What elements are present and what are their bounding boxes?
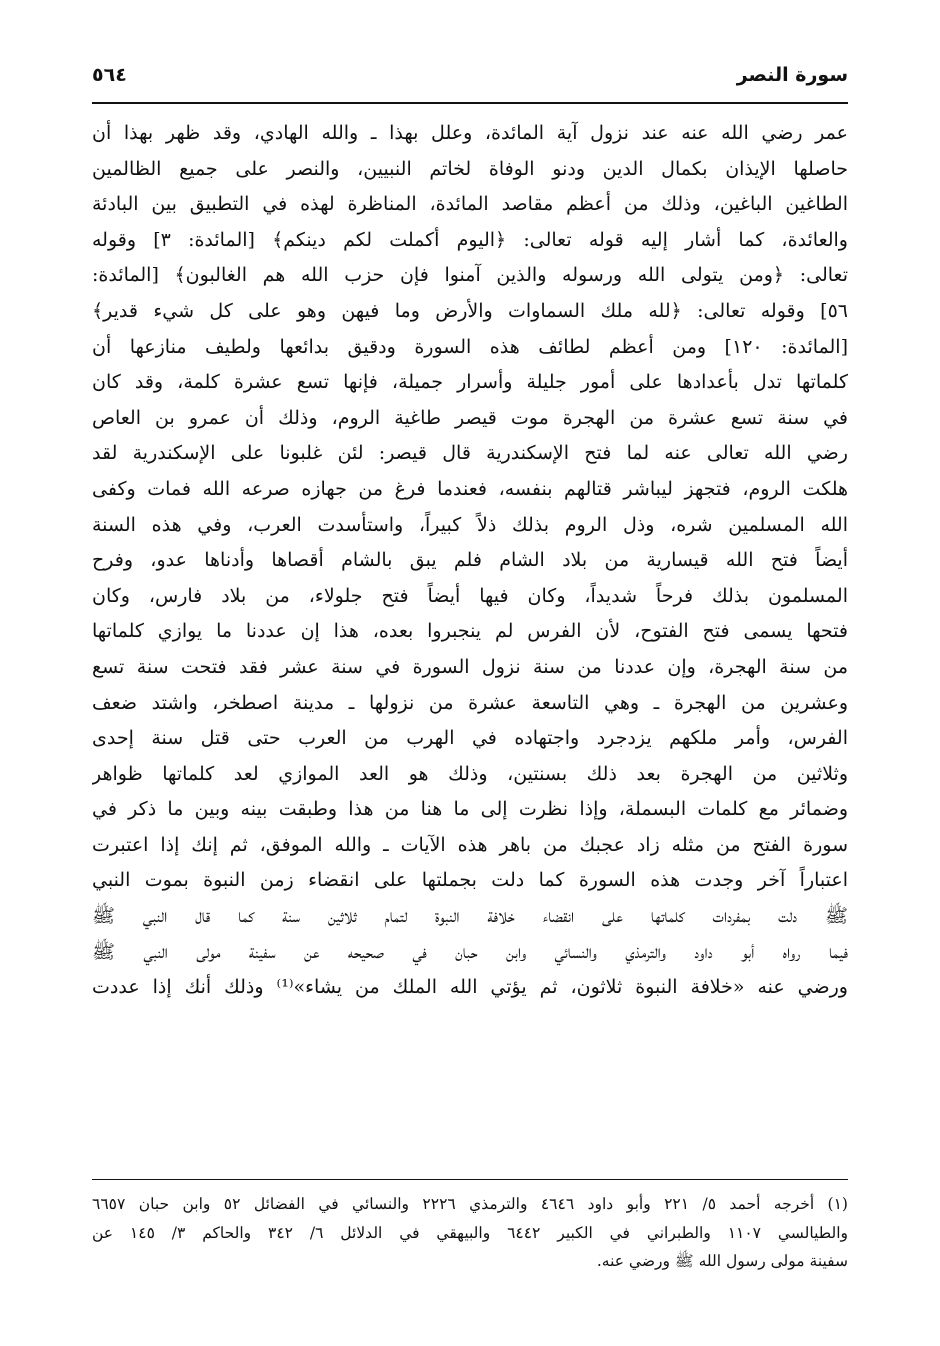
- text-line: والعائدة، كما أشار إليه قوله تعالى: ﴿اليوم أكملت لكم دينكم﴾ [المائدة: ٣] وقوله: [92, 228, 848, 251]
- text-line: كلماتها تدل بأعدادها على أمور جليلة وأسرار جميلة، فإنها تسع عشرة كلمة، وقد كان: [92, 371, 848, 394]
- text-line: فتحها يسمى فتح الفتوح، لأن الفرس لم ينجبروا بعده، هذا إن عددنا ما يوازي كلماتها: [92, 620, 848, 643]
- footnotes: [92, 1190, 848, 1276]
- text-line: في سنة تسع عشرة من الهجرة موت قيصر طاغية الروم، وذلك أن عمرو بن العاص: [92, 406, 848, 429]
- text-line: فيما رواه أبو داود والترمذي والنسائي وابن حبان في صحيحه عن سفينة مولى النبي ﷺ: [92, 940, 848, 963]
- text-line: ﷺ دلت بمفردات كلماتها على انقضاء خلافة النبوة لتمام ثلاثين سنة كما قال النبي ﷺ: [92, 905, 848, 928]
- text-line: حاصلها الإيذان بكمال الدين ودنو الوفاة لخاتم النبيين، والنصر على جميع الظالمين: [92, 157, 848, 180]
- text-line: تعالى: ﴿ومن يتولى الله ورسوله والذين آمنوا فإن حزب الله هم الغالبون﴾ [المائدة:: [92, 264, 848, 287]
- text-line: الطاغين الباغين، وذلك من أعظم مقاصد المائدة، المناظرة لهذه في التطبيق بين البادئة: [92, 193, 848, 216]
- footnote-rule: [92, 1179, 848, 1180]
- text-line: ٥٦] وقوله تعالى: ﴿لله ملك السماوات والأرض وما فيهن وهو على كل شيء قدير﴾: [92, 299, 848, 322]
- body-text: [92, 116, 848, 1006]
- running-header: [92, 60, 848, 96]
- text-line: وعشرين من الهجرة ـ وهي التاسعة عشرة من نزولها ـ مدينة اصطخر، واشتد ضعف: [92, 691, 848, 714]
- text-line: من سنة الهجرة، وإن عددنا من سنة نزول السورة في سنة عشر فقد فتحت سنة تسع: [92, 655, 848, 678]
- text-line: [المائدة: ١٢٠] ومن أعظم لطائف هذه السورة ودقيق بدائعها ولطيف منازعها أن: [92, 335, 848, 358]
- footnote-line: والطيالسي ١١٠٧ والطبراني في الكبير ٦٤٤٢ والبيهقي في الدلائل ٦/ ٣٤٢ والحاكم ٣/ ١٤٥ عن: [92, 1223, 848, 1242]
- text-line: ورضي عنه «خلافة النبوة ثلاثون، ثم يؤتي الله الملك من يشاء»⁽¹⁾ وذلك أنك إذا عددت: [92, 976, 848, 999]
- text-line: أيضاً فتح الله قيسارية من بلاد الشام فلم يبق بالشام أقصاها وأدناها عدو، وفرح: [92, 549, 848, 572]
- text-line: الله المسلمين شره، وذل الروم بذلك ذلاً كبيراً، واستأسدت العرب، وفي هذه السنة: [92, 513, 848, 536]
- footnote-line: (١) أخرجه أحمد ٥/ ٢٢١ وأبو داود ٤٦٤٦ والترمذي ٢٢٢٦ والنسائي في الفضائل ٥٢ وابن حبان ٦٦٥٧: [92, 1195, 848, 1213]
- text-line: هلكت الروم، فتجهز ليباشر قتالهم بنفسه، فعندما فرغ من جهازه صرعه الله فمات وكفى: [92, 477, 848, 500]
- text-line: اعتباراً آخر وجدت هذه السورة كما دلت بجملتها على انقضاء زمن النبوة بموت النبي: [92, 869, 848, 892]
- text-line: وثلاثين من الهجرة بعد ذلك بسنتين، وذلك هو العد الموازي لعد كلماتها ظواهر: [92, 762, 848, 785]
- text-line: الفرس، وأمر ملكهم يزدجرد واجتهاده في الهرب من العرب حتى قتل سنة إحدى: [92, 727, 848, 750]
- header-rule: [92, 102, 848, 104]
- text-line: وضمائر مع كلمات البسملة، وإذا نظرت إلى ما هنا من هذا وطبقت بينه وبين ما ذكر في: [92, 798, 848, 821]
- surah-title: سورة النصر: [736, 64, 848, 86]
- page-number: ٥٦٤: [92, 64, 127, 86]
- text-line: المسلمون بذلك فرحاً شديداً، وكان فيها أيضاً فتح جلولاء، من بلاد فارس، وكان: [92, 584, 848, 607]
- text-line: عمر رضي الله عنه عند نزول آية المائدة، وعلل بهذا ـ والله الهادي، وقد ظهر بهذا أن: [92, 122, 848, 144]
- text-line: رضي الله تعالى عنه لما فتح الإسكندرية قال قيصر: لئن غلبونا على الإسكندرية لقد: [92, 442, 848, 465]
- text-line: سورة الفتح من مثله زاد عجبك من باهر هذه الآيات ـ والله الموفق، ثم إنك إذا اعتبرت: [92, 833, 848, 856]
- footnote-line: سفينة مولى رسول الله ﷺ ورضي عنه.: [596, 1252, 848, 1270]
